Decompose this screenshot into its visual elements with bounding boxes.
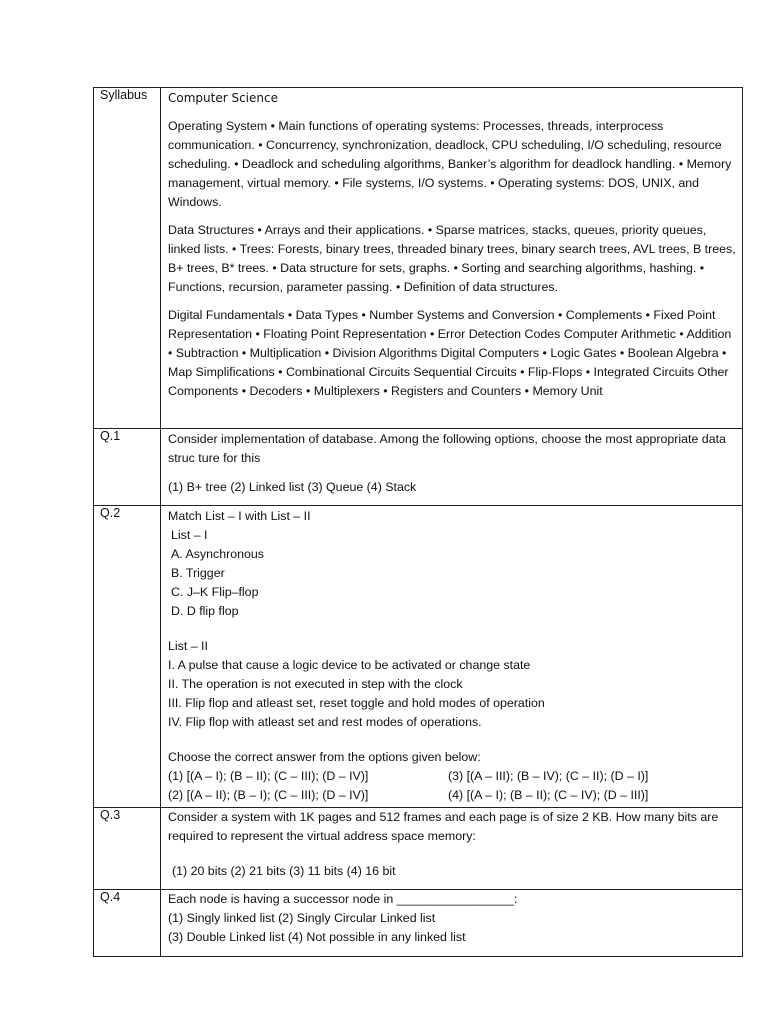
q2-list1-title: List – I bbox=[171, 528, 208, 542]
syllabus-digital-fundamentals: Digital Fundamentals • Data Types • Number Systems and Conversion • Complements • Fixed Point Representation • Floating Point Representation • Error Detection Codes Computer Arithmetic • Addition • Subtraction • Multiplication • Division Algorithms Digital Computers • Logic Gates • Boolean Algebra • Map Simplifications • Combinational Circuits Sequential Circuits • Flip-Flops • Integrated Circuits Other Components • Decoders • Multiplexers • Registers and Counters • Memory Unit bbox=[168, 308, 732, 398]
q2-label: Q.2 bbox=[94, 506, 161, 808]
q2-list2-title: List – II bbox=[168, 639, 208, 653]
q2-option: (2) [(A – II); (B – I); (C – III); (D – IV)] bbox=[168, 788, 369, 802]
q1-options: (1) B+ tree (2) Linked list (3) Queue (4) Stack bbox=[168, 480, 417, 494]
q2-list2-item: III. Flip flop and atleast set, reset toggle and hold modes of operation bbox=[168, 696, 545, 710]
q4-options-line: (3) Double Linked list (4) Not possible in any linked list bbox=[168, 930, 466, 944]
q2-row bbox=[94, 506, 743, 808]
q1-content bbox=[161, 429, 743, 506]
q3-content bbox=[161, 808, 743, 890]
q1-row bbox=[94, 429, 743, 506]
q3-row bbox=[94, 808, 743, 890]
q2-list2-item: IV. Flip flop with atleast set and rest modes of operations. bbox=[168, 715, 482, 729]
q3-options: (1) 20 bits (2) 21 bits (3) 11 bits (4) 16 bit bbox=[172, 864, 396, 878]
q4-options-line: (1) Singly linked list (2) Singly Circular Linked list bbox=[168, 911, 436, 925]
q2-list1-item: B. Trigger bbox=[171, 566, 225, 580]
q2-content bbox=[161, 506, 743, 808]
syllabus-content bbox=[161, 88, 743, 429]
q2-intro: Match List – I with List – II bbox=[168, 509, 311, 523]
q1-question: Consider implementation of database. Among the following options, choose the most appropriate data struc ture for this bbox=[168, 432, 726, 465]
q3-label: Q.3 bbox=[94, 808, 161, 890]
subject-title: Computer Science bbox=[168, 91, 278, 105]
syllabus-data-structures: Data Structures • Arrays and their applications. • Sparse matrices, stacks, queues, priority queues, linked lists. • Trees: Forests, binary trees, threaded binary trees, binary search trees, AVL trees, B trees, B+ trees, B* trees. • Data structure for sets, graphs. • Sorting and searching algorithms, hashing. • Functions, recursion, parameter passing. • Definition of data structures. bbox=[168, 223, 736, 294]
q2-option: (3) [(A – III); (B – IV); (C – II); (D – I)] bbox=[448, 769, 649, 783]
q3-question: Consider a system with 1K pages and 512 frames and each page is of size 2 KB. How many bits are required to represent the virtual address space memory: bbox=[168, 810, 719, 843]
q2-list1-item: C. J–K Flip–flop bbox=[171, 585, 259, 599]
q2-option: (4) [(A – I); (B – II); (C – IV); (D – III)] bbox=[448, 788, 649, 802]
question-table bbox=[93, 87, 743, 957]
q2-list1-item: A. Asynchronous bbox=[171, 547, 264, 561]
q1-label: Q.1 bbox=[94, 429, 161, 506]
q2-list2-item: II. The operation is not executed in step with the clock bbox=[168, 677, 463, 691]
q4-label: Q.4 bbox=[94, 890, 161, 957]
syllabus-label: Syllabus bbox=[94, 88, 161, 429]
q2-options bbox=[168, 767, 736, 805]
q2-instruction: Choose the correct answer from the options given below: bbox=[168, 750, 481, 764]
syllabus-operating-system: Operating System • Main functions of operating systems: Processes, threads, interprocess communication. • Concurrency, synchronization, deadlock, CPU scheduling, I/O scheduling, resource scheduling. • Deadlock and scheduling algorithms, Banker’s algorithm for deadlock handling. • Memory management, virtual memory. • File systems, I/O systems. • Operating systems: DOS, UNIX, and Windows. bbox=[168, 119, 732, 209]
q4-row bbox=[94, 890, 743, 957]
q4-content bbox=[161, 890, 743, 957]
q4-question: Each node is having a successor node in _________________: bbox=[168, 892, 518, 906]
q2-list1-item: D. D flip flop bbox=[171, 604, 239, 618]
syllabus-row bbox=[94, 88, 743, 429]
q2-option: (1) [(A – I); (B – II); (C – III); (D – IV)] bbox=[168, 769, 369, 783]
q2-list2-item: I. A pulse that cause a logic device to be activated or change state bbox=[168, 658, 531, 672]
